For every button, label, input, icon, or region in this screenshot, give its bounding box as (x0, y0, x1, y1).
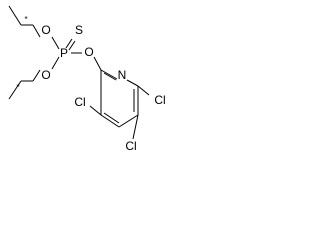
bond-upper-ethyl-1 (9, 6, 21, 25)
bond-ring-c2-n-inner (104, 73, 116, 80)
atom-cl-bottom: Cl (125, 139, 137, 154)
atom-n: N (117, 68, 127, 83)
bond-ring-c5-c4 (119, 115, 138, 127)
bond-ester-o-ring (94, 57, 101, 70)
atom-cl-right: Cl (154, 93, 166, 108)
bond-ring-c2-n (101, 70, 117, 79)
atom-s: S (74, 23, 84, 38)
chemical-structure (0, 0, 178, 158)
bond-ring-n-c6 (127, 80, 138, 86)
bond-upper-ethyl-o (33, 25, 40, 37)
upper-chain-marker: * (24, 15, 28, 25)
atom-o-lower: O (41, 68, 51, 83)
atom-o-upper: O (41, 23, 51, 38)
bond-lower-o-p (52, 57, 59, 69)
bond-lower-ethyl-o (33, 70, 40, 81)
atom-p: P (59, 46, 69, 61)
bond-c5-cl (133, 115, 138, 139)
lower-chain-marker: * (16, 83, 20, 93)
bond-c6-cl (138, 86, 149, 95)
bond-upper-o-p (52, 37, 59, 49)
atom-cl-left: Cl (74, 95, 86, 110)
bond-c3-cl (90, 106, 101, 115)
atom-o-ester: O (84, 45, 94, 60)
